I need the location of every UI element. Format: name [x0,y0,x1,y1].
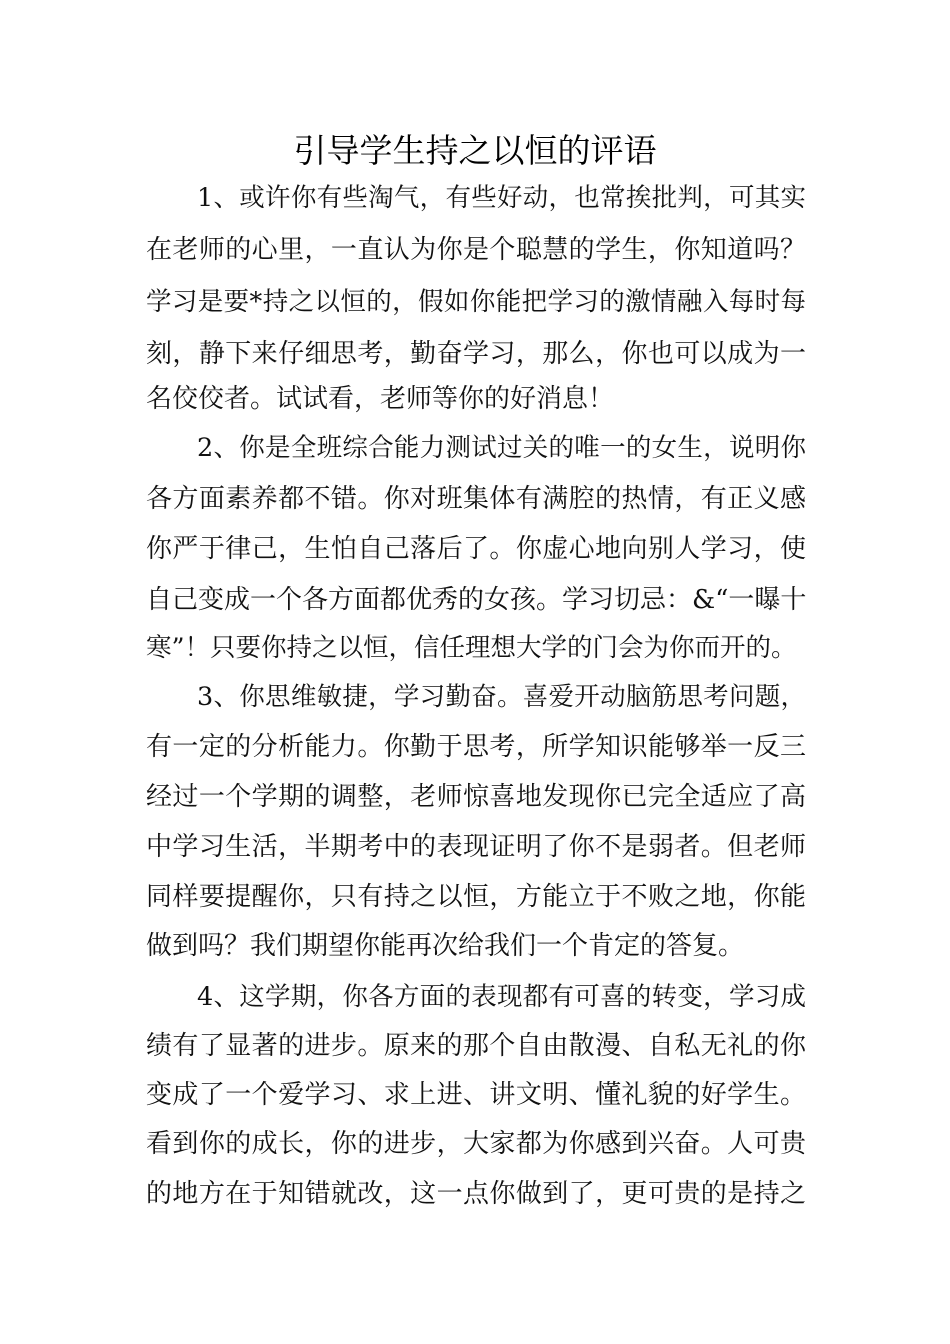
paragraph-1-line-1: 1、或许你有些淘气，有些好动，也常挨批判，可其实 [197,183,806,213]
paragraph-3-line-2: 有一定的分析能力。你勤于思考，所学知识能够举一反三 [146,732,806,762]
paragraph-3-line-5: 同样要提醒你，只有持之以恒，方能立于不败之地，你能 [146,882,806,912]
paragraph-2-line-4: 自己变成一个各方面都优秀的女孩。学习切忌：&“一曝十 [146,585,807,615]
paragraph-4-line-2: 绩有了显著的进步。原来的那个自由散漫、自私无礼的你 [146,1031,806,1061]
paragraph-2-line-3: 你严于律己，生怕自己落后了。你虚心地向别人学习，使 [146,534,806,564]
paragraph-3-line-6: 做到吗？我们期望你能再次给我们一个肯定的答复。 [146,931,745,961]
paragraph-2-line-2: 各方面素养都不错。你对班集体有满腔的热情，有正义感 [146,484,806,514]
paragraph-1-line-2: 在老师的心里，一直认为你是个聪慧的学生，你知道吗？ [146,235,806,265]
paragraph-2-line-5: 寒”！只要你持之以恒，信任理想大学的门会为你而开的。 [146,633,797,663]
document-title: 引导学生持之以恒的评语 [293,131,657,170]
paragraph-1-line-4: 刻，静下来仔细思考，勤奋学习，那么，你也可以成为一 [146,339,806,369]
paragraph-4-line-5: 的地方在于知错就改，这一点你做到了，更可贵的是持之 [146,1179,806,1209]
paragraph-4-line-3: 变成了一个爱学习、求上进、讲文明、懂礼貌的好学生。 [146,1080,806,1110]
paragraph-1-line-5: 名佼佼者。试试看，老师等你的好消息！ [146,384,615,414]
paragraph-3-line-3: 经过一个学期的调整，老师惊喜地发现你已完全适应了高 [146,782,806,812]
paragraph-3-line-1: 3、你思维敏捷，学习勤奋。喜爱开动脑筋思考问题， [197,682,806,712]
paragraph-4-line-4: 看到你的成长，你的进步，大家都为你感到兴奋。人可贵 [146,1129,806,1159]
paragraph-4-line-1: 4、这学期，你各方面的表现都有可喜的转变，学习成 [197,982,806,1012]
paragraph-2-line-1: 2、你是全班综合能力测试过关的唯一的女生，说明你 [197,433,806,463]
paragraph-1-line-3: 学习是要*持之以恒的，假如你能把学习的激情融入每时每 [146,287,806,317]
paragraph-3-line-4: 中学习生活，半期考中的表现证明了你不是弱者。但老师 [146,832,806,862]
